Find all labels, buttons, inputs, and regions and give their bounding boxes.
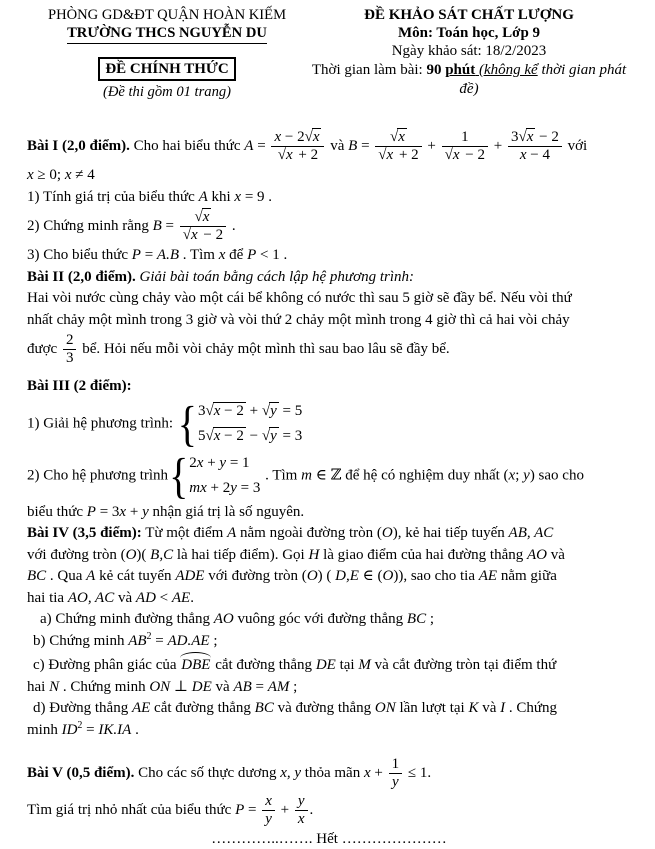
duration-note: thời gian phát đề) (459, 62, 627, 97)
exam-date: Ngày khảo sát: 18/2/2023 (391, 43, 547, 59)
duration-note-underlined: (không kể (475, 62, 538, 78)
text-line: b) Chứng minh $AB^2 = AD.AE$ ; (33, 630, 218, 649)
duration-prefix: Thời gian làm bài: (311, 62, 427, 78)
text-line: Bài I (2,0 điểm). Cho hai biểu thức A = $\frac{x - 2√x}{√x + 2}$ và B = $\frac{√x}{√x + 2}$ + $\frac{1}{√x - 2}$ + $\frac{3√x - 2}{x - 4}$ với (27, 129, 588, 163)
fraction: $\frac{√x}{√x - 2}$ (180, 209, 226, 244)
text-line: 1) Tính giá trị của biểu thức A khi x = 9 . (27, 188, 273, 205)
duration-minutes: 90 (426, 62, 446, 78)
text-line: Tìm giá trị nhỏ nhất của biểu thức P = $\frac{x}{y}$ + $\frac{y}{x}$ . (27, 793, 314, 827)
sqrt: √x (518, 129, 534, 145)
text-line: d) Đường thẳng AE cắt đường thẳng BC và đường thẳng ON lần lượt tại K và I . Chứng (33, 700, 558, 716)
text-line: được $\frac{2}{3}$ bể. Hỏi nếu mỗi vòi chảy một mình thì sau bao lâu sẽ đầy bể. (27, 332, 450, 366)
text-line: hai tia AO, AC và AD < AE. (27, 589, 194, 606)
sqrt: √y (261, 427, 277, 444)
text-line: c) Đường phân giác của DBE cắt đường thẳng DE tại M và cắt đường tròn tại điểm thứ (27, 652, 631, 677)
header-left-block (27, 6, 307, 102)
text-line: nhất chảy một mình trong 3 giờ và vòi thứ 2 chảy một mình trong 4 giờ thì cả hai vòi chảy (27, 311, 570, 328)
fraction: $\frac{√x}{√x + 2}$ (375, 129, 421, 164)
exam-duration (307, 61, 631, 99)
fraction: $\frac{1}{√x - 2}$ (442, 129, 488, 164)
text-line: Hai vòi nước cùng chảy vào một cái bể không có nước thì sau 5 giờ sẽ đầy bể. Nếu vòi thứ (27, 290, 572, 306)
fraction: $\frac{1}{y}$ (389, 756, 403, 791)
sqrt: √x (378, 147, 394, 163)
department-name: PHÒNG GD&ĐT QUẬN HOÀN KIẾM (47, 7, 287, 23)
sqrt: √x (304, 129, 320, 145)
sqrt: √x (182, 227, 198, 243)
text-line: biểu thức P = 3x + y nhận giá trị là số nguyên. (27, 503, 305, 520)
text-line: x ≥ 0; x ≠ 4 (27, 167, 95, 183)
text-line: BC . Qua A kẻ cát tuyến ADE với đường tròn (O) ( D,E ∈ (O)), sao cho tia AE nằm giữa (27, 568, 557, 584)
fraction: $\frac{x - 2√x}{√x + 2}$ (271, 129, 324, 164)
text-line: với đường tròn (O)( B,C là hai tiếp điểm). Gọi H là giao điểm của hai đường thẳng AO và (27, 546, 565, 563)
superscript: 2 (77, 719, 83, 731)
fraction: $\frac{3√x - 2}{x - 4}$ (508, 129, 562, 164)
sqrt: √x − 2 (205, 402, 244, 419)
text-line: Bài III (2 điểm): (27, 378, 132, 394)
page-count-note: (Đề thi gồm 01 trang) (102, 84, 232, 100)
text-line: …………..……. Hết ………………… (211, 831, 447, 847)
sqrt: √x (194, 209, 210, 225)
official-exam-stamp: ĐỀ CHÍNH THỨC (98, 57, 235, 81)
superscript: 2 (146, 630, 152, 642)
left-brace: { (169, 446, 189, 503)
text-line: minh $ID^2 = IK.IA$ . (27, 719, 139, 738)
arc-overline: DBE (180, 655, 211, 677)
fraction: $\frac{2}{3}$ (63, 332, 77, 367)
text-line: 1) Giải hệ phương trình: { 3√x − 2 + √y = 5 5√x − 2 − √y = 3 (27, 394, 303, 451)
sqrt: √x − 2 (205, 427, 244, 444)
exam-header (27, 6, 631, 102)
sqrt: √x (277, 147, 293, 163)
sqrt: √x (444, 147, 460, 163)
text-line: 2) Chứng minh rằng B = $\frac{√x}{√x - 2}$ . (27, 209, 236, 243)
sqrt: √y (261, 402, 277, 419)
text-line: Bài V (0,5 điểm). Cho các số thực dương x, y thỏa mãn x + $\frac{1}{y}$ ≤ 1. (27, 756, 432, 790)
text-line: 2) Cho hệ phương trình { 2x + y = 1 mx + 2y = 3 . Tìm m ∈ ℤ để hệ có nghiệm duy nhất (x; y) sao cho (27, 446, 584, 503)
text-line: Bài IV (3,5 điểm): Từ một điểm A nằm ngoài đường tròn (O), kẻ hai tiếp tuyến AB, AC (27, 525, 554, 541)
text-line: hai N . Chứng minh ON ⊥ DE và AB = AM ; (27, 678, 298, 695)
left-brace: { (177, 394, 197, 451)
equation-system: { 3√x − 2 + √y = 5 5√x − 2 − √y = 3 (177, 394, 303, 451)
sqrt: √x (390, 129, 405, 145)
exam-subject: Môn: Toán học, Lớp 9 (397, 25, 541, 41)
equation-system: { 2x + y = 1 mx + 2y = 3 (169, 446, 261, 503)
text-line: a) Chứng minh đường thẳng AO vuông góc với đường thẳng BC ; (40, 611, 435, 627)
school-name: TRƯỜNG THCS NGUYỄN DU (67, 24, 267, 44)
duration-unit: phút (445, 62, 476, 78)
header-right-block (307, 6, 631, 102)
fraction: $\frac{y}{x}$ (295, 793, 308, 828)
exam-body (27, 128, 631, 849)
text-line: 3) Cho biểu thức P = A.B . Tìm x để P < 1 . (27, 247, 288, 263)
exam-title: ĐỀ KHẢO SÁT CHẤT LƯỢNG (364, 7, 574, 23)
fraction: $\frac{x}{y}$ (262, 793, 275, 828)
text-line: Bài II (2,0 điểm). Giải bài toán bằng cách lập hệ phương trình: (27, 268, 414, 285)
